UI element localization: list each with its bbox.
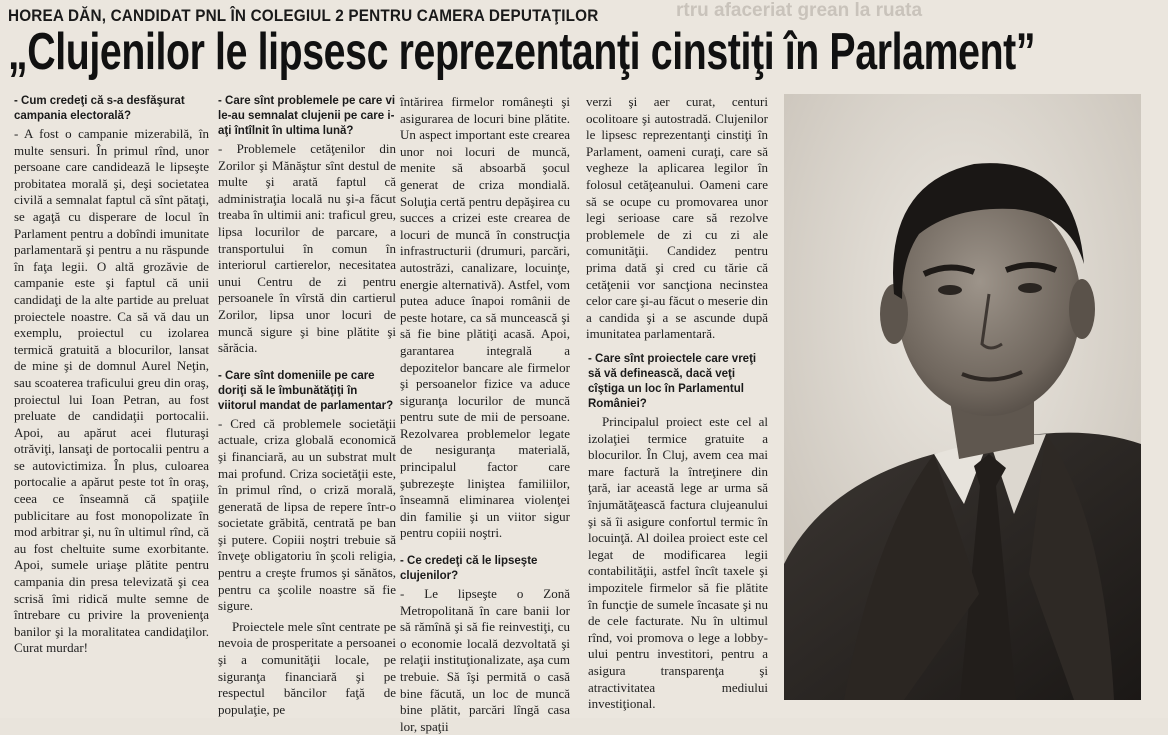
answer-3: - Cred că problemele societăţii actuale, criza globală economică şi financiară, au un substrat mult mai profund. Criza societăţii este, în primul rînd, o criză morală, generată de lipsa de repere într-o societate grăbită, centrată pe ban şi putere. Copiii noştri trebuie să înveţe obligatoriu în şcoli religia, pentru a creşte frumos şi sănătos, pentru ca şcolile noastre să fie sigure. <box>218 415 396 614</box>
question-4: - Ce credeţi că le lipseşte clujenilor? <box>400 555 538 583</box>
answer-2: - Problemele cetăţenilor din Zorilor şi Mănăştur sînt destul de multe şi arată faptul că administraţia locală nu şi-a făcut treaba în ultimii ani: traficul greu, lipsa locurilor de parcare, a transportului în comun în interiorul cartierelor, necesitatea unui Centru de zi pentru persoanele în vîrstă din cartierul Zorilor, lipsa unor locuri de muncă sigure şi bine plătite şi sărăcia. <box>218 141 396 356</box>
article-column-4 <box>586 94 768 343</box>
article-column-3 <box>400 94 570 735</box>
answer-3-end: întărirea firmelor româneşti şi asigurarea de locuri bine plătite. Un aspect important este crearea unor noi locuri de muncă, menite să absoarbă şocul generat de criza mondială. Soluţia certă pentru depăşirea cu succes a crizei este crearea de locuri de muncă în construcţia infrastructurii (drumuri, parcări, autostrăzi, canalizare, locuinţe, energie alternativă). Astfel, vom putea aduce înapoi românii de peste hotare, ca să muncească şi să fie bine plătiţi acasă. Apoi, garantarea integrală a depozitelor bancare ale firmelor şi persoanelor fizice va aduce siguranţa locurilor de muncă pentru sute de mii de persoane. Rezolvarea problemelor legate de nesiguranţa materială, principalul factor care şubrezeşte liniştea familiilor, înseamnă eliminarea violenţei din familie şi un viitor sigur pentru copiii noştri. <box>400 94 570 541</box>
article-column-2 <box>218 94 396 718</box>
portrait-illustration <box>784 94 1141 700</box>
answer-4: - Le lipseşte o Zonă Metropolitană în care banii lor să rămînă şi să fie reinvestiţi, cu o economie locală dezvoltată şi relaţii instituţionalizate, aşa cum trebuie. Să îşi permită o casă bine făcută, un loc de muncă bine plătit, parcări lîngă casa lor, spaţii <box>400 586 570 734</box>
adjacent-article-header: rtru afaceriat grean la ruata <box>676 0 923 21</box>
question-2: - Care sînt problemele pe care vi le-au semnalat clujenii pe care i-aţi întîlnit în ultima lună? <box>218 95 396 137</box>
article-kicker: HOREA DĂN, CANDIDAT PNL ÎN COLEGIUL 2 PENTRU CAMERA DEPUTAŢILOR <box>8 6 599 25</box>
answer-5: Principalul proiect este cel al izolaţiei termice gratuite a blocurilor. În Cluj, avem cea mai mare factură la întreţinere din ţară, iar această lege ar urma să înjumătăţească factura clujeanului şi să îi asigure confortul termic în locuinţă. Al doilea proiect este cel legat de modificarea legii contabilităţii, astfel încît taxele şi impozitele firmelor să fie plătite în funcţie de sumele încasate şi nu de cele facturate. Nu în ultimul rînd, voi promova o lege a lobby-ului pentru investitori, pentru a asigura transparenţa şi atractivitatea mediului investiţional. <box>588 414 768 712</box>
article-headline: „Clujenilor le lipsesc reprezentanţi cinstiţi în Parlament” <box>8 23 1036 81</box>
portrait-photo <box>784 94 1141 700</box>
article-column-1 <box>14 94 209 657</box>
answer-4-end: verzi şi aer curat, centuri ocolitoare şi autostradă. Clujenilor le lipsesc reprezentanţi cinstiţi în Parlament, oameni curaţi, care să vegheze la aplicarea legilor în folosul cetăţeanului. Oameni care să se ocupe cu promovarea unor legi serioase care să rezolve problemele de zi cu zi ale comunităţii. Candidez pentru prima dată şi cred cu tărie că cetăţenii vor sancţiona necinstea celor care şi-au făcut o meserie din a candida şi a se ascunde după imunitatea parlamentară. <box>586 94 768 342</box>
answer-3-continued: Proiectele mele sînt centrate pe nevoia de prosperitate a persoanei şi a comunităţii locale, pe siguranţa financiară şi pe respectul băncilor faţă de populaţie, pe <box>218 618 396 717</box>
question-5: - Care sînt proiectele care vreţi să vă definească, dacă veţi cîştiga un loc în Parlamentul României? <box>588 353 757 410</box>
question-1: - Cum credeţi că s-a desfăşurat campania electorală? <box>14 95 185 122</box>
question-3: - Care sînt domeniile pe care doriţi să le îmbunătăţiţi în viitorul mandat de parlamentar? <box>218 369 394 412</box>
answer-1: - A fost o campanie mizerabilă, în multe sensuri. În primul rînd, unor persoane care candidează le lipseşte probitatea morală şi, deşi societatea civilă a semnalat faptul că sînt pătaţi, se agaţă cu disperare de locul în Parlament pentru a dobîndi imunitate parlamentară şi pentru a nu răspunde în faţa legii. O altă grozăvie de campanie este şi faptul că unii candidaţi de la alte partide au preluat proiectele noastre. Ca să vă dau un exemplu, proiectul cu izolarea termică gratuită a blocurilor, lansat de mine şi de domnul Aurel Neţin, sau scoaterea traficului greu din oraş, proiectul lui Ioan Petran, au fost preluate de candidaţii portocalii. Apoi, au apărut acei fluturaşi otrăviţi, lansaţi de portocalii pentru a se autovictimiza. În plus, culoarea portocalie a apărut peste tot în oraş, ceea ce înseamnă că spaţiile publicitare au fost monopolizate în mod arbitrar şi, nu în ultimul rînd, că au fost cheltuite sume exorbitante. Apoi, sumele uriaşe plătite pentru campania din presa televizată şi cea scrisă îmi ridică multe semne de întrebare cu privire la provenienţa banilor şi la moralitatea candidaţilor. Curat murdar! <box>14 126 209 656</box>
article-column-4-lower <box>588 352 768 713</box>
